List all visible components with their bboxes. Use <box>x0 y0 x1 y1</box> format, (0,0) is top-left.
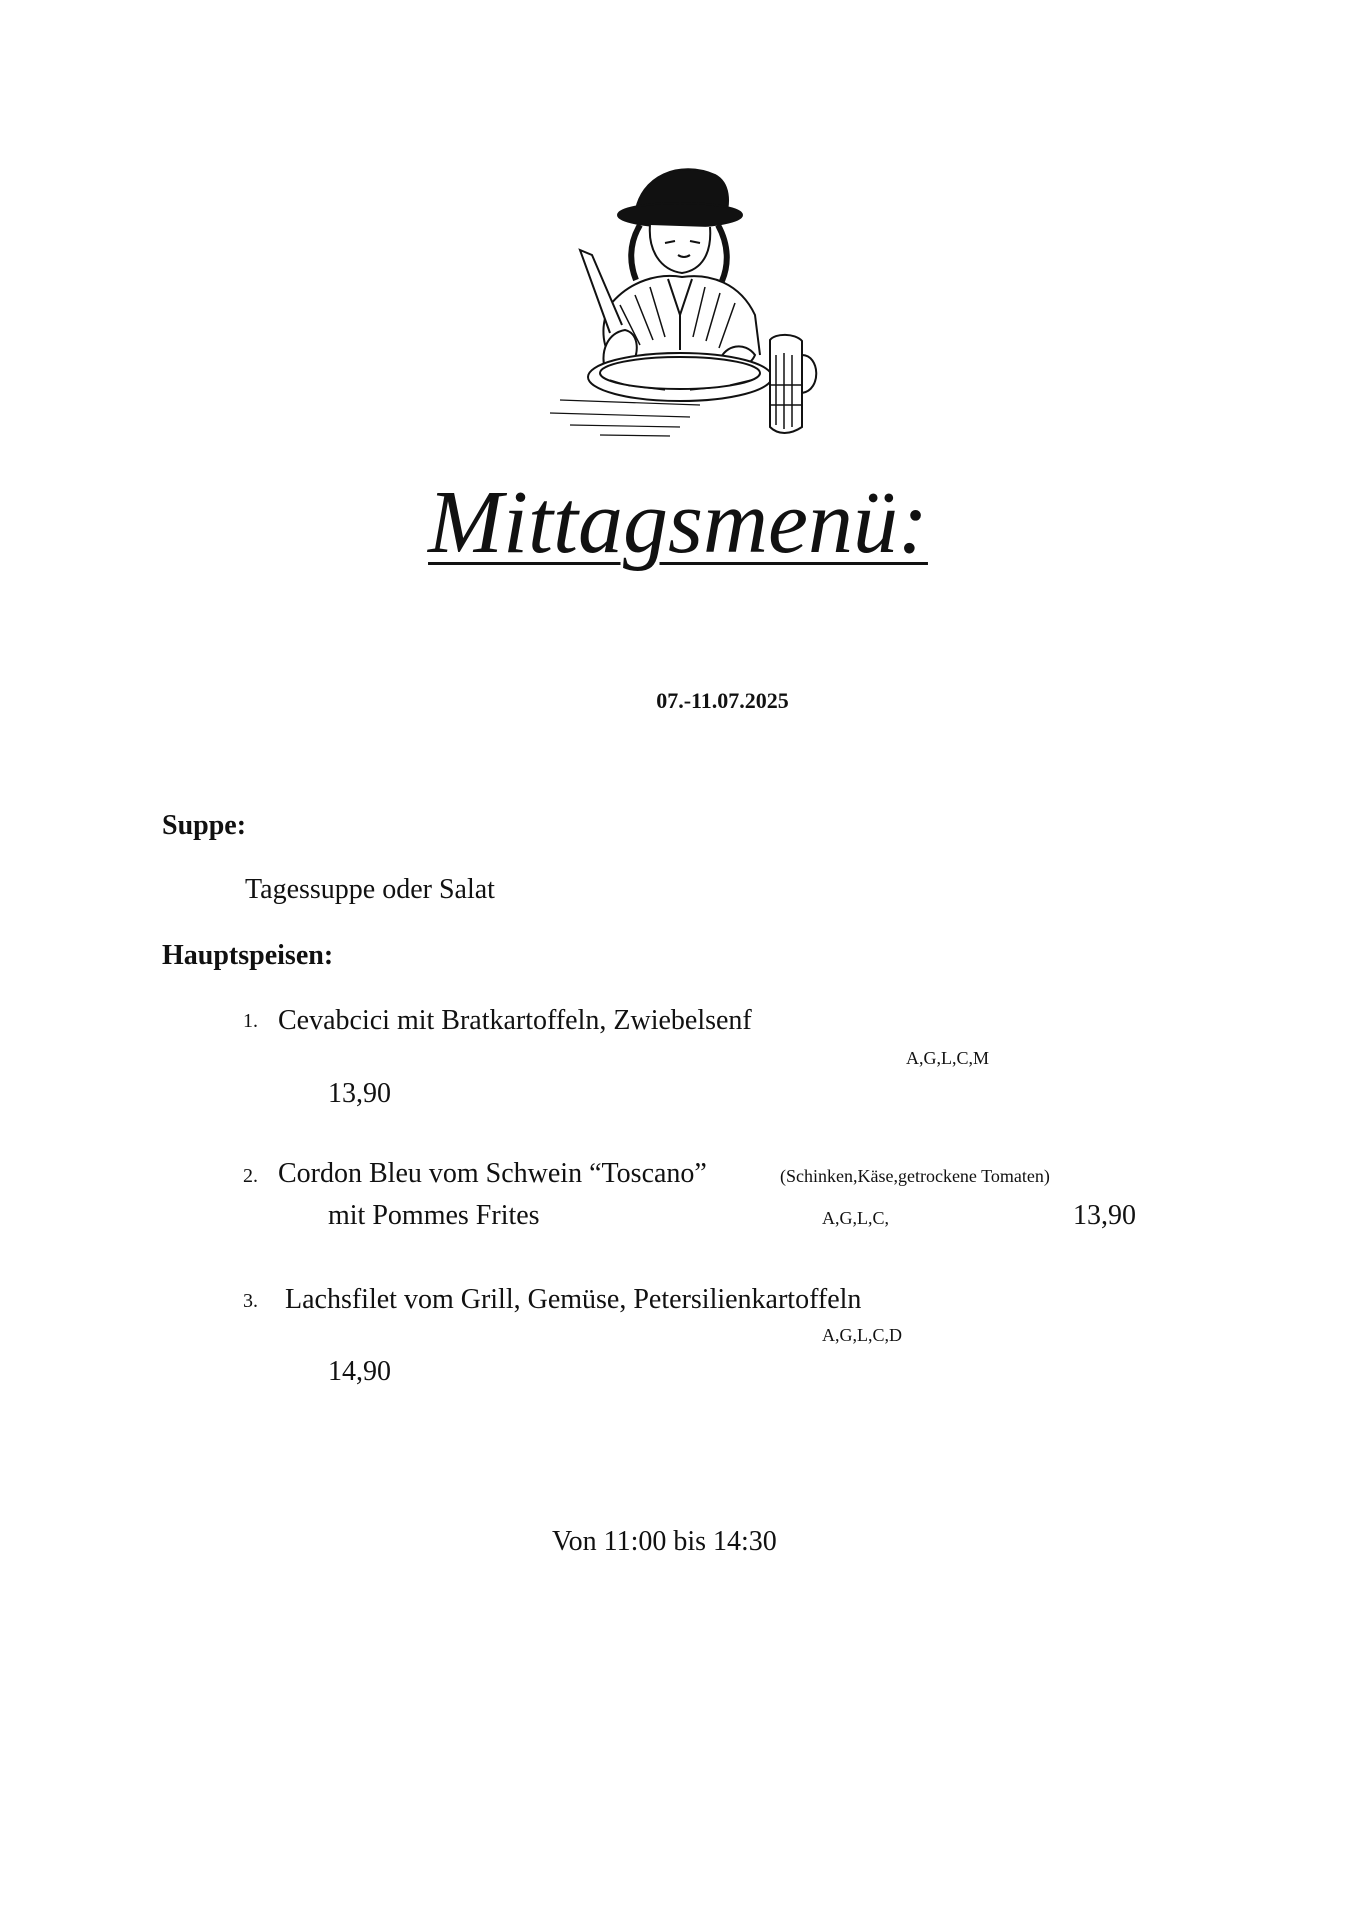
dish-1-allergens: A,G,L,C,M <box>906 1048 990 1068</box>
dish-3-name: Lachsfilet vom Grill, Gemüse, Petersilienkartoffeln <box>285 1284 862 1315</box>
dish-1-name: Cevabcici mit Bratkartoffeln, Zwiebelsenf <box>278 1005 752 1036</box>
mains-heading: Hauptspeisen: <box>162 940 334 971</box>
soup-item: Tagessuppe oder Salat <box>245 874 495 905</box>
dish-3-price: 14,90 <box>328 1356 391 1387</box>
dish-2-price: 13,90 <box>1073 1200 1136 1231</box>
dish-1-number: 1. <box>243 1010 258 1032</box>
page-title-text: Mittagsmenü: <box>428 473 928 572</box>
dish-2-note: (Schinken,Käse,getrockene Tomaten) <box>780 1166 1050 1186</box>
dish-2-allergens: A,G,L,C, <box>822 1208 889 1228</box>
opening-hours: Von 11:00 bis 14:30 <box>552 1526 777 1557</box>
menu-date: 07.-11.07.2025 <box>656 688 789 713</box>
page-title <box>0 473 1356 572</box>
dish-3-allergens: A,G,L,C,D <box>822 1325 902 1345</box>
dish-2-name: Cordon Bleu vom Schwein “Toscano” <box>278 1158 707 1189</box>
dish-2-number: 2. <box>243 1165 258 1187</box>
soup-heading: Suppe: <box>162 810 247 841</box>
dish-1-price: 13,90 <box>328 1078 391 1109</box>
dish-3-number: 3. <box>243 1290 258 1312</box>
dish-2-side: mit Pommes Frites <box>328 1200 540 1231</box>
man-eating-illustration-icon <box>540 155 830 440</box>
